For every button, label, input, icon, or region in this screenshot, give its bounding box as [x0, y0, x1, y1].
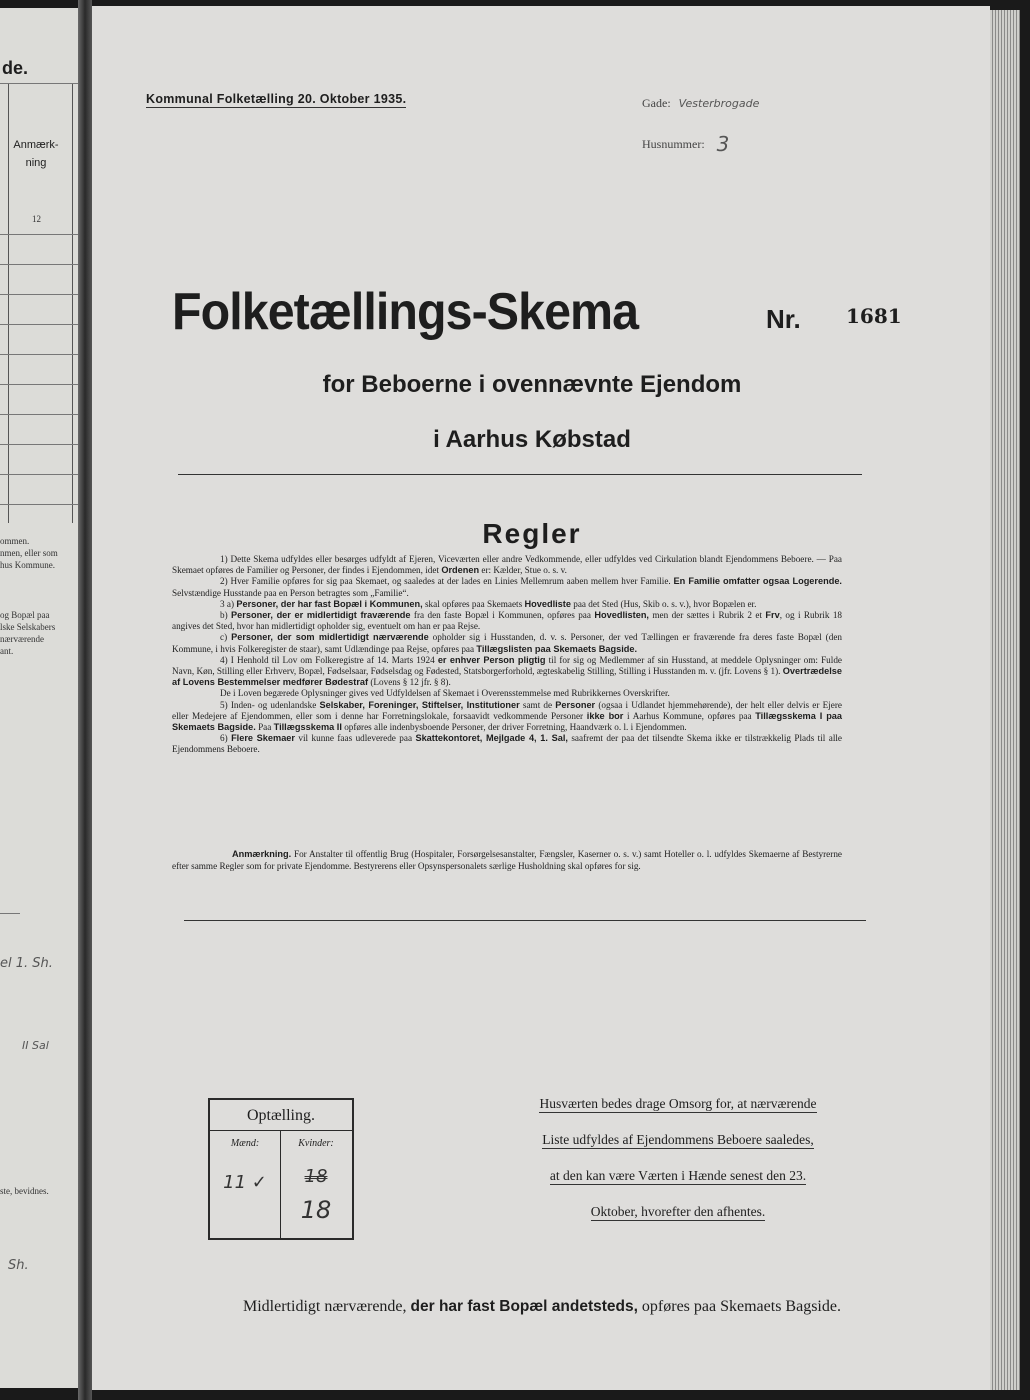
count-box — [208, 1098, 354, 1240]
regler-emphasis: Hovedlisten, — [594, 610, 649, 621]
regler-emphasis: Personer, der er midlertidigt fraværende — [231, 610, 411, 621]
left-row-rule — [0, 913, 20, 914]
page-edges — [990, 10, 1020, 1390]
anmaerkning — [172, 848, 842, 872]
regler-paragraph: 6) Flere Skemaer vil kunne faas udleverede paa Skattekontoret, Mejlgade 4, 1. Sal, saafremt der paa det tilsendte Skema ikke er tilstrækkelig Plads til alle Ejendommens Beboere. — [172, 733, 843, 755]
anmaerkning-text: For Anstalter til offentlig Brug (Hospitaler, Forsørgelsesanstalter, Fængsler, Kaserner o. s. v.) samt Hoteller o. l. udfyldes Skemaerne af Bestyrerne efter samme Regler som for private Ejendomme. Bestyrerens eller Opsynspersonalets særlige Husholdning skal opføres for sig. — [172, 849, 842, 871]
left-row-rule — [0, 324, 78, 325]
husnummer-label: Husnummer: — [642, 137, 705, 151]
divider — [178, 474, 862, 475]
form-subtitle-2: i Aarhus Købstad — [433, 426, 631, 453]
husnummer-field — [642, 132, 729, 156]
regler-paragraph: 5) Inden- og udenlandske Selskaber, Foreninger, Stiftelser, Institutioner samt de Personer (ogsaa i Udlandet hjemmehørende), der helt eller delvis er Ejere eller Medejere af Ejendommen, eller som i denne har Forretningslokale, forsaavidt vedkommende Personer ikke bor i Aarhus Kommune, opføres paa Tillægsskema I paa Skemaets Bagside. Paa Tillægsskema II opføres alle indenbysboende Personer, der driver Forretning, Haandværk o. l. i Ejendommen. — [172, 699, 843, 733]
gade-value: Vesterbrogade — [678, 97, 760, 110]
divider — [184, 920, 866, 921]
left-row-rule — [0, 234, 78, 235]
regler-emphasis: er enhver Person pligtig — [437, 654, 546, 665]
count-women-value: 18 — [300, 1196, 332, 1224]
left-text-fragment: lske Selskabers — [0, 622, 56, 632]
regler-paragraph: 3 a) Personer, der har fast Bopæl i Kommunen, skal opføres paa Skemaets Hovedliste paa det Sted (Hus, Skib o. s. v.), hvor Bopælen er. — [220, 598, 757, 609]
left-row-rule — [0, 294, 78, 295]
footer-text: opføres paa Skemaets Bagside. — [637, 1298, 841, 1315]
left-row-rule — [0, 83, 78, 84]
regler-emphasis: Selskaber, Foreninger, Stiftelser, Institutioner — [319, 699, 520, 710]
left-handwriting: II Sal — [22, 1039, 49, 1052]
gade-field — [642, 94, 759, 112]
regler-emphasis: Tillægslisten paa Skemaets Bagside. — [476, 643, 638, 654]
left-text-fragment: nærværende — [0, 634, 44, 644]
book-gutter — [78, 0, 92, 1400]
note-line-text: Liste udfyldes af Ejendommens Beboere saaledes, — [542, 1132, 814, 1147]
gade-label: Gade: — [642, 96, 671, 110]
census-form-page — [92, 6, 990, 1390]
left-column-rule — [72, 83, 73, 523]
left-text-fragment: og Bopæl paa — [0, 610, 50, 620]
count-men-column — [210, 1130, 281, 1238]
left-text-fragment: ant. — [0, 646, 14, 656]
count-men-label: Mænd: — [230, 1138, 260, 1149]
note-line-text: Oktober, hvorefter den afhentes. — [590, 1204, 766, 1219]
left-text-fragment: ommen. — [0, 536, 30, 546]
regler-paragraph: 4) I Henhold til Lov om Folkeregistre af 14. Marts 1924 er enhver Person pligtig til for sig og Medlemmer af sin Husstand, at meddele Oplysninger om: Fulde Navn, Køn, Stilling eller Erhverv, Bopæl, Fødselsaar, Fødselsdag og Fødested, Statsborgerforhold, ægteskabelig Stilling, Stilling i Husstanden m. v. (jfr. Lovens § 1). Overtrædelse af Lovens Bestemmelser medfører Bødestraf (Lovens § 12 jfr. § 8). — [172, 654, 842, 688]
anmaerkning-label: Anmærkning. — [232, 849, 292, 859]
regler-paragraph: 1) Dette Skema udfyldes eller besørges udfyldt af Ejeren, Viceværten eller andre Vedkommende, eller udfyldes ved Cirkulation blandt Ejendommens Beboere. — Paa Skemaet opføres de Familier og Personer, der findes i Ejendommen, idet Ordenen er: Kælder, Stue o. s. v. — [172, 554, 842, 576]
regler-emphasis: Tillægsskema I paa Skemaets Bagside. — [172, 710, 843, 733]
note-line-text: at den kan være Værten i Hænde senest den 23. — [549, 1168, 807, 1183]
form-subtitle-1: for Beboerne i ovennævnte Ejendom — [322, 371, 742, 398]
left-page-fragment — [0, 8, 78, 1388]
note-line — [510, 1168, 846, 1184]
left-text-fragment: hus Kommune. — [0, 560, 55, 570]
count-box-title: Optælling. — [210, 1100, 352, 1131]
regler-emphasis: ikke bor — [586, 710, 624, 721]
regler-paragraph: b) Personer, der er midlertidigt fraværende fra den faste Bopæl i Kommunen, opføres paa Hovedlisten, men der sættes i Rubrik 2 et Frv, og i Rubrik 18 angives det Sted, hvor han midlertidigt opholder sig, eventuelt om han er paa Rejse. — [172, 610, 843, 632]
left-handwriting: el 1. Sh. — [0, 956, 53, 971]
left-row-rule — [0, 504, 78, 505]
regler-paragraph: 2) Hver Familie opføres for sig paa Skemaet, og saaledes at der lades en Linies Mellemrum aaben mellem hver Familie. En Familie omfatter ogsaa Logerende. Selvstændige Husstande paa en Person betragtes som „Familie“. — [172, 576, 842, 598]
left-row-rule — [0, 444, 78, 445]
count-women-struck: 18 — [304, 1166, 328, 1187]
regler-emphasis: Ordenen — [441, 565, 480, 576]
note-line-text: Husværten bedes drage Omsorg for, at nærværende — [539, 1096, 817, 1111]
regler-emphasis: Personer — [555, 699, 596, 710]
regler-text — [172, 554, 842, 756]
note-line — [510, 1132, 846, 1148]
count-women-label: Kvinder: — [298, 1138, 334, 1149]
footer-text-bold: der har fast Bopæl andetsteds, — [410, 1298, 638, 1315]
regler-heading: Regler — [482, 518, 582, 549]
note-line — [510, 1204, 846, 1220]
form-nr-value: 1681 — [846, 304, 902, 328]
footer-text: Midlertidigt nærværende, — [243, 1298, 411, 1315]
form-title: Folketællings-Skema — [172, 283, 639, 341]
regler-emphasis: Hovedliste — [524, 598, 571, 609]
form-nr-label: Nr. — [766, 304, 801, 334]
husnummer-value: 3 — [716, 132, 730, 156]
note-line — [510, 1096, 846, 1112]
regler-paragraph: c) Personer, der som midlertidigt nærværende opholder sig i Husstanden, d. v. s. Personer, der ved Tællingen er fraværende fra deres faste Bopæl (den Kommune, i hvis Folkeregister de staar), samt Udlændinge paa Rejse, opføres paa Tillægslisten paa Skemaets Bagside. — [172, 632, 843, 654]
regler-emphasis: Tillægsskema II — [273, 722, 342, 733]
count-women-column — [281, 1130, 351, 1238]
count-men-value: 11 ✓ — [223, 1172, 267, 1193]
left-text-fragment: ste, bevidnes. — [0, 1186, 49, 1196]
left-row-rule — [0, 384, 78, 385]
regler-emphasis: Flere Skemaer — [231, 733, 295, 744]
regler-emphasis: Overtrædelse af Lovens Bestemmelser medfører Bødestraf — [172, 666, 842, 688]
left-handwriting: Sh. — [8, 1258, 29, 1273]
left-row-rule — [0, 414, 78, 415]
regler-paragraph: De i Loven begærede Oplysninger gives ved Udfyldelsen af Skemaet i Overensstemmelse med Rubrikkernes Overskrifter. — [220, 688, 670, 699]
left-text-fragment: nmen, eller som — [0, 548, 58, 558]
left-row-rule — [0, 474, 78, 475]
left-column-number: 12 — [32, 214, 41, 224]
regler-emphasis: Skattekontoret, Mejlgade 4, 1. Sal, — [415, 733, 568, 744]
left-row-rule — [0, 354, 78, 355]
regler-emphasis: En Familie omfatter ogsaa Logerende. — [673, 576, 842, 587]
regler-emphasis: Frv — [765, 610, 780, 621]
footer-note — [92, 1298, 992, 1316]
regler-emphasis: Personer, der som midlertidigt nærværende — [231, 632, 429, 643]
regler-emphasis: Personer, der har fast Bopæl i Kommunen, — [236, 598, 423, 609]
left-row-rule — [0, 264, 78, 265]
left-column-header-text: Anmærk- ning — [13, 139, 59, 169]
census-header: Kommunal Folketælling 20. Oktober 1935. — [146, 92, 407, 106]
left-column-header — [6, 136, 66, 172]
left-page-heading: de. — [2, 58, 29, 78]
